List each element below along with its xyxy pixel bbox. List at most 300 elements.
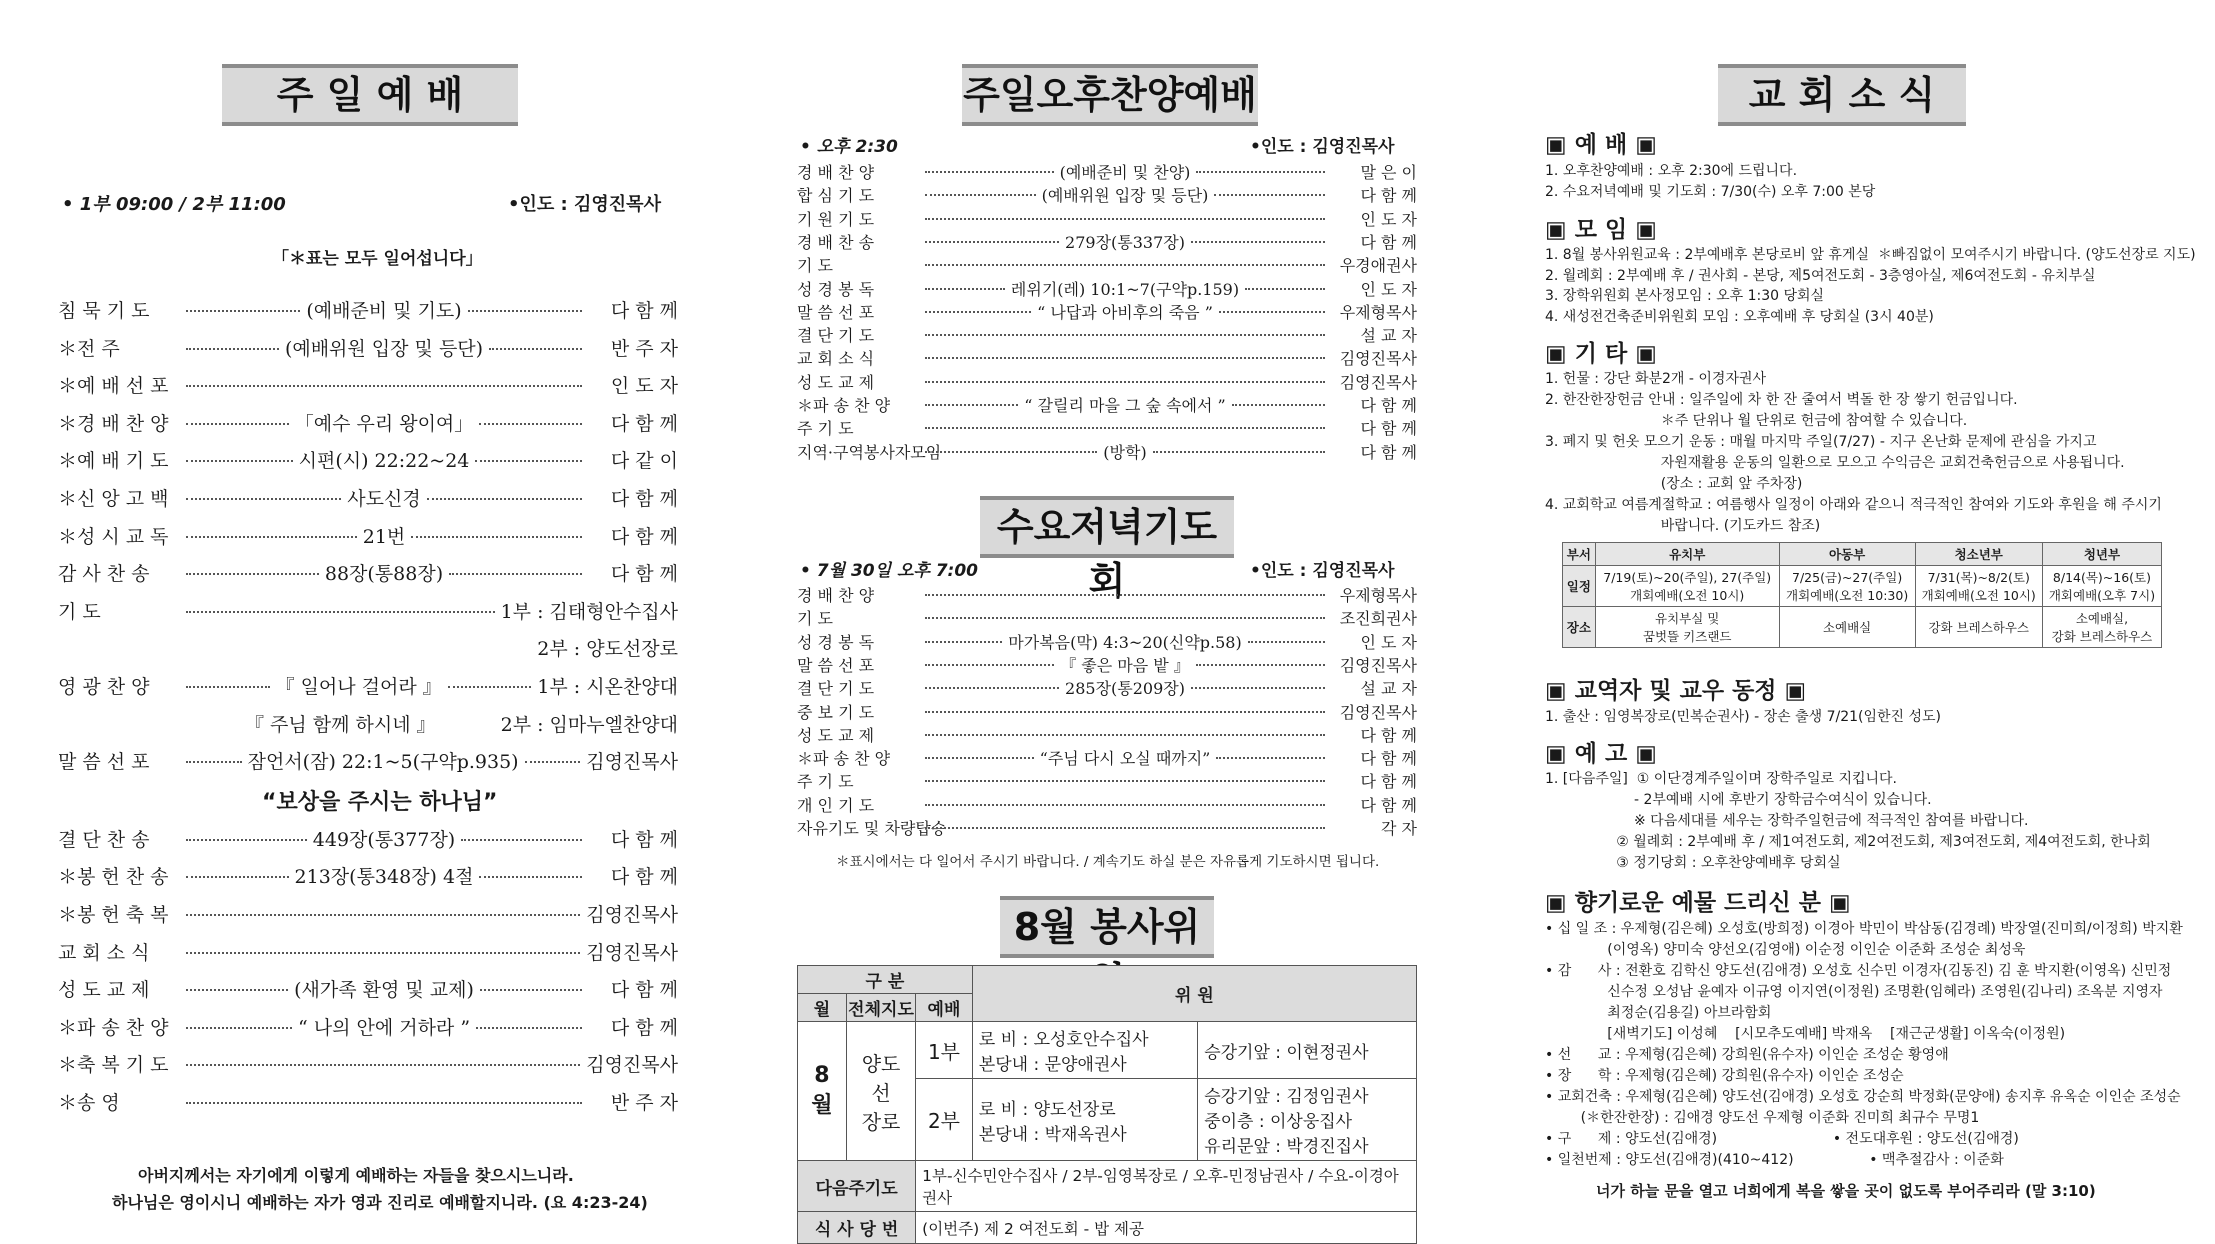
order-person: 다 함 께 xyxy=(1360,396,1417,415)
leader-dots xyxy=(1245,288,1325,290)
order-row xyxy=(797,300,1417,323)
news-item: (＊한잔한장) : 김애경 양도선 우제형 이준화 진미희 최규수 무명1 xyxy=(1545,1110,1980,1126)
header-month: 월 xyxy=(798,994,847,1022)
leader-dots xyxy=(186,573,319,575)
wednesday-title: 수요저녁기도회 xyxy=(980,496,1234,558)
news-item: ※ 다음세대를 세우는 장학주일헌금에 적극적인 참여를 바랍니다. xyxy=(1545,813,2029,829)
leader-dots xyxy=(925,687,1059,689)
order-person: 인 도 자 xyxy=(1360,209,1417,229)
order-row xyxy=(797,793,1417,816)
leader-dots xyxy=(925,641,1002,643)
schedule-cell: 소예배실 xyxy=(1779,607,1915,648)
leader-dots xyxy=(186,498,341,500)
order-person: 다 함 께 xyxy=(610,563,678,586)
leader-dots xyxy=(449,573,582,575)
order-person: 다 함 께 xyxy=(610,979,678,1002)
schedule-cell: 7/25(금)~27(주일) 개회예배(오전 10:30) xyxy=(1779,566,1915,607)
volunteers-table xyxy=(797,965,1417,1244)
order-label: 말 씀 선 포 xyxy=(797,302,875,322)
leader-dots xyxy=(925,711,1325,713)
order-label: 성 도 교 제 xyxy=(797,372,875,392)
order-detail: (예배준비 및 찬양) xyxy=(1059,163,1191,182)
leader-dots xyxy=(925,404,1018,406)
order-person: 다 함 께 xyxy=(1360,749,1418,769)
order-person: 조진희권사 xyxy=(1339,609,1417,629)
schedule-header: 유치부 xyxy=(1595,543,1779,566)
leader-dots xyxy=(1153,451,1325,453)
order-label: 기 도 xyxy=(797,609,833,629)
schedule-cell: 7/31(목)~8/2(토) 개회예배(오전 10시) xyxy=(1915,566,2042,607)
news-item: (장소 : 교회 앞 주차장) xyxy=(1545,476,1803,492)
sunday-leader: •인도 : 김영진목사 xyxy=(508,194,661,215)
order-label: 기 도 xyxy=(797,256,833,276)
leader-dots xyxy=(525,761,581,763)
news-item: • 일천번제 : 양도선(김애경)(410~412) • 맥추절감사 : 이준화 xyxy=(1545,1152,2004,1168)
order-person: 설 교 자 xyxy=(1360,326,1417,346)
wednesday-note: ＊표시에서는 다 일어서 주시기 바랍니다. / 계속기도 하실 분은 자유롭게 기도하시면 됩니다. xyxy=(836,854,1380,870)
afternoon-title: 주일오후찬양예배 xyxy=(962,64,1258,126)
leader-dots xyxy=(1219,311,1325,313)
leader-dots xyxy=(925,241,1059,243)
leader-dots xyxy=(186,1102,582,1104)
news-item: • 교회건축 : 우제형(김은혜) 양도선(김애경) 오성호 강순희 박정화(문양애) 송지후 유옥순 이인순 조성순 xyxy=(1545,1089,2181,1105)
order-detail: 213장(통348장) 4절 xyxy=(294,866,474,889)
order-row xyxy=(58,559,678,586)
leader-dots xyxy=(925,427,1325,429)
header-guide: 전체지도 xyxy=(846,994,915,1022)
order-detail: 『 주님 함께 하시네 』 xyxy=(244,713,436,736)
order-detail: “주님 다시 오실 때까지” xyxy=(1039,749,1211,769)
order-row xyxy=(58,446,678,473)
meal-duty-value: (이번주) 제 2 여전도회 - 밥 제공 xyxy=(916,1212,1417,1244)
order-row xyxy=(58,1088,678,1115)
leader-dots xyxy=(925,288,1005,290)
service-2-left: 로 비 : 양도선장로 본당내 : 박재옥권사 xyxy=(972,1079,1197,1161)
leader-dots xyxy=(186,1027,292,1029)
leader-dots xyxy=(186,761,242,763)
order-label: ＊신 앙 고 백 xyxy=(58,488,169,510)
order-row xyxy=(797,746,1417,769)
order-label: 성 경 봉 독 xyxy=(797,632,875,652)
order-row xyxy=(58,484,678,511)
news-item: 1. [다음주일] ① 이단경계주일이며 장학주일로 지킵니다. xyxy=(1545,771,1897,787)
leader-dots xyxy=(925,757,1034,759)
leader-dots xyxy=(1191,241,1325,243)
order-person: 2부 : 임마누엘찬양대 xyxy=(500,713,679,736)
order-row xyxy=(797,346,1417,369)
summer-schedule-table xyxy=(1562,542,2162,648)
order-row xyxy=(58,296,678,323)
order-detail: 마가복음(막) 4:3~20(신약p.58) xyxy=(1008,632,1242,652)
order-row xyxy=(797,416,1417,439)
offering-heading: ▣ 향기로운 예물 드리신 분 ▣ xyxy=(1545,890,1851,916)
order-detail: 88장(통88장) xyxy=(324,563,444,586)
wednesday-leader: •인도 : 김영진목사 xyxy=(1250,561,1395,581)
order-label: 성 도 교 제 xyxy=(797,725,875,745)
leader-dots xyxy=(468,310,582,312)
order-person: 다 함 께 xyxy=(610,1016,679,1039)
month-cell: 8월 xyxy=(798,1022,847,1161)
order-person: 인 도 자 xyxy=(1360,632,1418,652)
news-title: 교 회 소 식 xyxy=(1718,64,1966,126)
order-label: 말 씀 선 포 xyxy=(58,751,150,774)
order-row xyxy=(797,323,1417,346)
stand-note: 「＊표는 모두 일어섭니다」 xyxy=(272,249,483,269)
order-person: 김영진목사 xyxy=(586,751,678,774)
order-label: ＊예 배 선 포 xyxy=(58,375,169,398)
order-row xyxy=(797,606,1417,629)
order-person: 반 주 자 xyxy=(610,1092,678,1114)
order-row xyxy=(797,253,1417,276)
order-person: 다 함 께 xyxy=(1360,186,1418,206)
leader-dots xyxy=(925,804,1325,806)
service-2: 2부 xyxy=(916,1079,973,1161)
leader-dots xyxy=(925,594,1325,596)
leader-dots xyxy=(479,423,582,425)
leader-dots xyxy=(925,451,1097,453)
order-detail: (예배위원 입장 및 등단) xyxy=(1041,186,1209,206)
order-row xyxy=(58,597,678,624)
order-person: 다 함 께 xyxy=(610,412,678,435)
order-detail: 279장(통337장) xyxy=(1065,232,1185,252)
order-detail: “ 갈릴리 마을 그 숲 속에서 ” xyxy=(1024,396,1226,415)
next-prayer-value: 1부-신수민안수집사 / 2부-임영복장로 / 오후-민정남권사 / 수요-이경아권사 xyxy=(916,1161,1417,1212)
order-person: 다 함 께 xyxy=(610,488,679,510)
order-detail: 잠언서(잠) 22:1~5(구약p.935) xyxy=(247,751,519,774)
leader-dots xyxy=(186,385,582,387)
order-row xyxy=(797,769,1417,792)
service-1-right: 승강기앞 : 이현정권사 xyxy=(1198,1022,1417,1079)
order-label: 지역·구역봉사자모임 xyxy=(797,442,942,462)
order-row xyxy=(58,522,678,549)
order-label: 합 심 기 도 xyxy=(797,186,875,206)
order-row xyxy=(58,747,678,774)
news-item: 3. 장학위원회 본사정모임 : 오후 1:30 당회실 xyxy=(1545,288,1825,304)
order-detail: “ 나답과 아비후의 죽음 ” xyxy=(1037,302,1213,322)
order-detail: 285장(통209장) xyxy=(1065,679,1185,699)
notice-heading: ▣ 예 고 ▣ xyxy=(1545,741,1657,767)
order-label: ＊경 배 찬 양 xyxy=(58,412,169,435)
order-person: 다 같 이 xyxy=(610,450,678,473)
order-label: 교 회 소 식 xyxy=(797,349,875,369)
leader-dots xyxy=(186,952,580,954)
header-members: 위 원 xyxy=(972,966,1416,1022)
leader-dots xyxy=(925,780,1325,782)
order-person: 2부 : 양도선장로 xyxy=(537,638,678,661)
leader-dots xyxy=(925,734,1325,736)
order-label: ＊예 배 기 도 xyxy=(58,450,169,473)
order-label: 주 기 도 xyxy=(797,772,854,792)
order-row xyxy=(58,710,678,737)
news-item: 최정순(김용길) 아브라함회 xyxy=(1545,1005,1772,1021)
leader-dots xyxy=(479,876,582,878)
order-label: 경 배 찬 송 xyxy=(797,232,875,252)
order-label: ＊봉 헌 축 복 xyxy=(58,904,169,926)
news-item: 3. 폐지 및 헌옷 모으기 운동 : 매월 마지막 주일(7/27) - 지구 온난화 문제에 관심을 가지고 xyxy=(1545,434,2097,450)
leader-dots xyxy=(186,1064,580,1066)
order-person: 다 함 께 xyxy=(610,828,679,851)
leader-dots xyxy=(1232,404,1325,406)
news-item: 신수정 오성남 윤예자 이규영 이지연(이정원) 조명환(임혜라) 조영원(김나리) 조옥분 지영자 xyxy=(1545,984,2163,1000)
order-label: 기 원 기 도 xyxy=(797,209,875,229)
order-person: 다 함 께 xyxy=(1360,772,1417,792)
order-row xyxy=(58,1013,678,1040)
order-person: 김영진목사 xyxy=(1339,655,1417,675)
order-label: ＊봉 헌 찬 송 xyxy=(58,866,169,889)
leader-dots xyxy=(411,536,582,538)
news-item: 바랍니다. (기도카드 참조) xyxy=(1545,518,1821,534)
order-person: 다 함 께 xyxy=(1360,725,1417,745)
header-service: 예배 xyxy=(916,994,973,1022)
verse-line-2: 하나님은 영이시니 예배하는 자가 영과 진리로 예배할지니라. (요 4:23-24) xyxy=(112,1193,648,1212)
order-row xyxy=(797,207,1417,230)
order-person: 다 함 께 xyxy=(1360,442,1417,462)
schedule-header: 아동부 xyxy=(1779,543,1915,566)
order-person: 다 함 께 xyxy=(1360,795,1417,815)
order-person: 반 주 자 xyxy=(610,337,679,360)
service-2-right: 승강기앞 : 김정임권사 중이층 : 이상웅집사 유리문앞 : 박경진집사 xyxy=(1198,1079,1417,1161)
schedule-cell: 8/14(목)~16(토) 개회예배(오후 7시) xyxy=(2042,566,2161,607)
order-detail: 21번 xyxy=(362,525,406,548)
leader-dots xyxy=(925,381,1325,383)
order-detail: (새가족 환영 및 교제) xyxy=(294,979,474,1002)
leader-dots xyxy=(186,310,300,312)
order-detail: 레위기(레) 10:1~7(구약p.159) xyxy=(1010,279,1240,299)
order-label: 주 기 도 xyxy=(797,419,854,439)
order-person: 우제형목사 xyxy=(1339,302,1417,322)
order-label: 중 보 기 도 xyxy=(797,702,875,722)
leader-dots xyxy=(925,664,1054,666)
leader-dots xyxy=(186,914,580,916)
worship-heading: ▣ 예 배 ▣ xyxy=(1545,132,1657,158)
wednesday-time: • 7월 30일 오후 7:00 xyxy=(800,561,978,581)
order-label: ＊파 송 찬 양 xyxy=(58,1016,169,1039)
order-label: 개 인 기 도 xyxy=(797,795,875,815)
order-row xyxy=(797,653,1417,676)
service-1-left: 로 비 : 오성호안수집사 본당내 : 문양애권사 xyxy=(972,1022,1197,1079)
schedule-row-head: 일정 xyxy=(1563,566,1596,607)
news-item: 4. 교회학교 여름계절학교 : 여름행사 일정이 아래와 같으니 적극적인 참여와 기도와 후원을 해 주시기 xyxy=(1545,497,2162,513)
sunday-time: • 1부 09:00 / 2부 11:00 xyxy=(62,194,286,215)
leader-dots xyxy=(186,536,357,538)
order-label: 성 경 봉 독 xyxy=(797,279,875,299)
order-row xyxy=(797,393,1417,416)
news-item: ＊주 단위나 월 단위로 헌금에 참여할 수 있습니다. xyxy=(1545,413,1968,429)
order-label: ＊파 송 찬 양 xyxy=(797,396,891,415)
order-detail: 『 좋은 마음 밭 』 xyxy=(1060,655,1190,675)
order-row xyxy=(797,160,1417,183)
leader-dots xyxy=(925,311,1031,313)
order-row xyxy=(797,816,1417,839)
order-row xyxy=(58,975,678,1002)
news-item: • 십 일 조 : 우제형(김은혜) 오성호(방희정) 이경아 박민이 박삼동(김경례) 박장열(진미희/이정희) 박지환 xyxy=(1545,921,2183,937)
schedule-cell: 소예배실, 강화 브레스하우스 xyxy=(2042,607,2161,648)
order-person: 다 함 께 xyxy=(1360,419,1417,439)
news-item: • 구 제 : 양도선(김애경) • 전도대후원 : 양도선(김애경) xyxy=(1545,1131,2019,1147)
order-person: 인 도 자 xyxy=(1360,279,1417,299)
order-person: 김영진목사 xyxy=(586,1054,678,1077)
leader-dots xyxy=(925,357,1325,359)
order-person: 설 교 자 xyxy=(1360,679,1417,699)
order-person: 김영진목사 xyxy=(586,904,678,926)
meeting-heading: ▣ 모 임 ▣ xyxy=(1545,217,1657,243)
order-detail: 「예수 우리 왕이여」 xyxy=(294,412,474,435)
leader-dots xyxy=(1248,641,1325,643)
leader-dots xyxy=(461,839,582,841)
news-item: ③ 정기당회 : 오후찬양예배후 당회실 xyxy=(1545,855,1841,871)
etc-heading: ▣ 기 타 ▣ xyxy=(1545,341,1657,367)
leader-dots xyxy=(475,460,582,462)
order-detail: 449장(통377장) xyxy=(312,828,456,851)
leader-dots xyxy=(186,423,289,425)
leader-dots xyxy=(448,686,532,688)
schedule-row-head: 장소 xyxy=(1563,607,1596,648)
leader-dots xyxy=(186,839,307,841)
sermon-title: “보상을 주시는 하나님” xyxy=(262,790,498,815)
order-label: 성 도 교 제 xyxy=(58,979,150,1002)
news-item: [새벽기도] 이성혜 [시모추도예배] 박재옥 [재근군생활] 이옥숙(이정원) xyxy=(1545,1026,2066,1042)
order-row xyxy=(58,409,678,436)
order-detail: 시편(시) 22:22~24 xyxy=(298,450,470,473)
order-person: 1부 : 시온찬양대 xyxy=(537,676,679,698)
order-row xyxy=(58,825,678,852)
meal-duty-label: 식 사 당 번 xyxy=(798,1212,916,1244)
afternoon-leader: •인도 : 김영진목사 xyxy=(1250,137,1395,157)
order-detail: (방학) xyxy=(1103,442,1147,462)
order-person: 다 함 께 xyxy=(610,300,679,322)
order-person: 말 은 이 xyxy=(1360,163,1418,182)
leader-dots xyxy=(1214,194,1325,196)
schedule-cell: 강화 브레스하우스 xyxy=(1915,607,2042,648)
leader-dots xyxy=(925,334,1325,336)
order-label: ＊전 주 xyxy=(58,337,120,360)
news-item: 2. 월례회 : 2부예배 후 / 권사회 - 본당, 제5여전도회 - 3층영아실, 제6여전도회 - 유치부실 xyxy=(1545,267,2096,284)
order-label: 경 배 찬 양 xyxy=(797,163,875,182)
order-label: 결 단 기 도 xyxy=(797,326,875,346)
order-row xyxy=(797,370,1417,393)
news-item: • 감 사 : 전환호 김학신 양도선(김애경) 오성호 신수민 이경자(김동진) 김 훈 박지환(이영옥) 신민정 xyxy=(1545,963,2172,979)
order-person: 김영진목사 xyxy=(586,941,678,964)
order-person: 우제형목사 xyxy=(1339,586,1417,605)
leader-dots xyxy=(925,617,1325,619)
order-detail: (예배준비 및 기도) xyxy=(306,300,462,322)
order-label: 결 단 기 도 xyxy=(797,679,875,699)
order-person: 1부 : 김태형안수집사 xyxy=(500,600,678,623)
order-row xyxy=(797,440,1417,463)
leader-dots xyxy=(480,989,582,991)
leader-dots xyxy=(925,194,1036,196)
news-item: • 장 학 : 우제형(김은혜) 강희원(유수자) 이인순 조성순 xyxy=(1545,1068,1904,1084)
news-item: (이영옥) 양미숙 양선오(김영애) 이순정 이인순 이준화 조성순 최성욱 xyxy=(1545,942,2026,958)
order-person: 김영진목사 xyxy=(1339,702,1417,722)
order-label: 교 회 소 식 xyxy=(58,941,150,964)
news-item: 1. 출산 : 임영복장로(민복순권사) - 장손 출생 7/21(임한진 성도) xyxy=(1545,709,1942,725)
schedule-header: 청소년부 xyxy=(1915,543,2042,566)
order-label: 경 배 찬 양 xyxy=(797,586,875,605)
afternoon-time: • 오후 2:30 xyxy=(800,137,898,157)
order-row xyxy=(797,676,1417,699)
news-item: 2. 수요저녁예배 및 기도회 : 7/30(수) 오후 7:00 본당 xyxy=(1545,184,1876,200)
next-prayer-label: 다음주기도 xyxy=(798,1161,916,1212)
leader-dots xyxy=(925,218,1325,220)
guide-cell: 양도선 장로 xyxy=(846,1022,915,1161)
order-row xyxy=(58,334,678,361)
verse-line-1: 아버지께서는 자기에게 이렇게 예배하는 자들을 찾으시느니라. xyxy=(138,1166,574,1185)
leader-dots xyxy=(1191,687,1325,689)
news-item: 1. 헌물 : 강단 화분2개 - 이경자권사 xyxy=(1545,371,1767,387)
schedule-cell: 유치부실 및 꿈벗뜰 키즈랜드 xyxy=(1595,607,1779,648)
leader-dots xyxy=(186,876,289,878)
schedule-header: 부서 xyxy=(1563,543,1596,566)
leader-dots xyxy=(427,498,582,500)
order-person: 다 함 께 xyxy=(610,525,678,548)
order-label: ＊축 복 기 도 xyxy=(58,1054,169,1077)
order-person: 각 자 xyxy=(1381,819,1417,838)
leader-dots xyxy=(476,1027,582,1029)
order-label: 자유기도 및 차량탑승 xyxy=(797,819,947,838)
order-label: ＊파 송 찬 양 xyxy=(797,749,891,769)
staff-heading: ▣ 교역자 및 교우 동정 ▣ xyxy=(1545,678,1807,704)
order-person: 김영진목사 xyxy=(1339,349,1417,369)
august-title: 8월 봉사위 xyxy=(1000,896,1214,958)
order-person: 김영진목사 xyxy=(1339,372,1417,392)
order-row xyxy=(797,183,1417,206)
leader-dots xyxy=(925,264,1325,266)
order-row xyxy=(58,862,678,889)
leader-dots xyxy=(1196,664,1325,666)
order-row xyxy=(797,723,1417,746)
order-row xyxy=(58,938,678,965)
order-label: 기 도 xyxy=(58,600,101,623)
header-gubun: 구 분 xyxy=(798,966,973,994)
order-row xyxy=(58,371,678,398)
order-label: 말 씀 선 포 xyxy=(797,655,875,675)
order-detail: (예배위원 입장 및 등단) xyxy=(284,337,484,360)
news-item: - 2부예배 시에 후반기 장학금수여식이 있습니다. xyxy=(1545,792,1932,808)
order-row xyxy=(797,583,1417,606)
leader-dots xyxy=(1196,171,1325,173)
order-label: 결 단 찬 송 xyxy=(58,828,150,851)
news-item: • 선 교 : 우제형(김은혜) 강희원(유수자) 이인순 조성순 황영애 xyxy=(1545,1047,1949,1063)
leader-dots xyxy=(186,989,288,991)
leader-dots xyxy=(1216,757,1325,759)
order-person: 다 함 께 xyxy=(1360,232,1417,252)
news-item: 자원재활용 운동의 일환으로 모으고 수익금은 교회건축헌금으로 사용됩니다. xyxy=(1545,455,2125,471)
order-row xyxy=(797,630,1417,653)
order-label: 감 사 찬 송 xyxy=(58,563,150,586)
news-item: 1. 8월 봉사위원교육 : 2부예배후 본당로비 앞 휴게실 ＊빠짐없이 모여주시기 바랍니다. (양도선장로 지도) xyxy=(1545,247,2196,263)
closing-verse: 너가 하늘 문을 열고 너희에게 복을 쌓을 곳이 없도록 부어주리라 (말 3:10) xyxy=(1596,1182,2096,1200)
news-item: 2. 한잔한장헌금 안내 : 일주일에 차 한 잔 줄여서 벽돌 한 장 쌓기 헌금입니다. xyxy=(1545,392,2018,408)
leader-dots xyxy=(925,827,1325,829)
order-row xyxy=(797,277,1417,300)
leader-dots xyxy=(186,348,279,350)
order-label: ＊송 영 xyxy=(58,1092,120,1114)
schedule-header: 청년부 xyxy=(2042,543,2161,566)
order-row xyxy=(797,230,1417,253)
order-row xyxy=(58,672,678,699)
leader-dots xyxy=(186,460,293,462)
order-label: 침 묵 기 도 xyxy=(58,300,150,322)
service-1: 1부 xyxy=(916,1022,973,1079)
order-row xyxy=(58,900,678,927)
sunday-title: 주 일 예 배 xyxy=(222,64,518,126)
order-row xyxy=(58,634,678,661)
order-detail: “ 나의 안에 거하라 ” xyxy=(297,1016,471,1039)
order-label: ＊성 시 교 독 xyxy=(58,525,169,548)
order-detail: 사도신경 xyxy=(347,488,421,510)
order-row xyxy=(58,1050,678,1077)
